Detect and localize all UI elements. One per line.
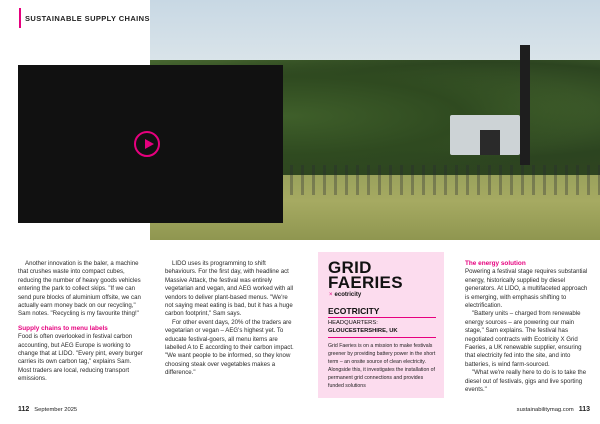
- hq-value: GLOUCESTERSHIRE, UK: [328, 328, 398, 334]
- col1-paragraph-1: Another innovation is the baler, a machine that crushes waste into compact cubes, reducing the number of heavy goods vehicles entering the park to collect skips. "If we can send pure blocks of aluminium offsite, we can actually earn money back on our recycling," Sam notes. "Recycling is my favourite thing!": [18, 260, 141, 318]
- logo-line-2: FAERIES: [328, 273, 403, 292]
- section-title: SUSTAINABLE SUPPLY CHAINS: [25, 14, 150, 23]
- photo-crowd: [290, 165, 600, 195]
- col4-paragraph-2: "Battery units – charged from renewable energy sources – are powering our main stage," Sam explains. The festival has negotiated contracts with Ecotricity X Grid Faeries, a UK renewable supplier, ensuring that electricity fed into the site, and into batteries, is wind farm-sourced.: [465, 310, 582, 368]
- page-number-left: 112: [18, 406, 30, 413]
- company-sidebar: [318, 252, 444, 398]
- col1-heading: Supply chains to menu labels: [18, 324, 108, 332]
- grid-faeries-logo: [328, 260, 403, 290]
- footer-right: [517, 406, 590, 413]
- col2-paragraph-2: For other event days, 20% of the traders are vegetarian or vegan – AEG's highest yet. To educate festival-goers, all menu items are labelled A to E according to their carbon impact. "We want people to be informed, so they know choosing steak over vegetables makes a difference.": [165, 318, 294, 377]
- logo-brand: ecotricity: [334, 292, 362, 298]
- headquarters: [328, 319, 398, 335]
- col4-paragraph-1: Powering a festival stage requires substantial energy, historically supplied by diesel generators. At LIDO, a multifaceted approach is emerging, with emphasis shifting to electrification.: [465, 268, 588, 310]
- issue-date: September 2025: [34, 407, 78, 413]
- page-number-right: 113: [578, 406, 590, 413]
- hq-label: HEADQUARTERS:: [328, 320, 378, 326]
- section-accent-bar: [19, 8, 21, 28]
- company-name: ECOTRICITY: [328, 306, 380, 316]
- divider: [328, 337, 436, 338]
- company-description: Grid Faeries is on a mission to make festivals greener by providing battery power in the short term – an onsite source of clean electricity. Alongside this, it investigates the installation of permanent grid connections and provides funded solutions: [328, 343, 436, 390]
- play-icon[interactable]: [134, 131, 160, 157]
- col1-paragraph-2: Food is often overlooked in festival carbon accounting, but AEG Europe is working to change that at LIDO. "Every pint, every burger carries its own carbon tag," explains Sam. Most traders are local, reducing transport emissions.: [18, 333, 143, 383]
- photo-stage: [480, 130, 500, 155]
- logo-x: ×: [329, 292, 333, 298]
- col2-paragraph-1: LIDO uses its programming to shift behaviours. For the first day, with headline act Massive Attack, the festival was entirely vegetarian and vegan, and AEG worked with all vendors to deliver plant-based menus. "We're not saying meat eating is bad, but it has a huge carbon footprint," Sam says.: [165, 260, 294, 318]
- col4-heading: The energy solution: [465, 260, 526, 267]
- site-link[interactable]: sustainabilitymag.com: [516, 407, 574, 413]
- column-4: [465, 260, 590, 395]
- footer-left: [18, 406, 77, 413]
- divider: [328, 317, 436, 318]
- photo-stage-mast: [520, 45, 530, 165]
- logo-sub: [329, 292, 361, 298]
- logo-line-1: GRID: [328, 258, 372, 277]
- column-1: [18, 260, 143, 384]
- col4-paragraph-3: "What we're really here to do is to take the diesel out of festivals, gigs and live sporting events.": [465, 369, 587, 394]
- column-2: [165, 260, 295, 378]
